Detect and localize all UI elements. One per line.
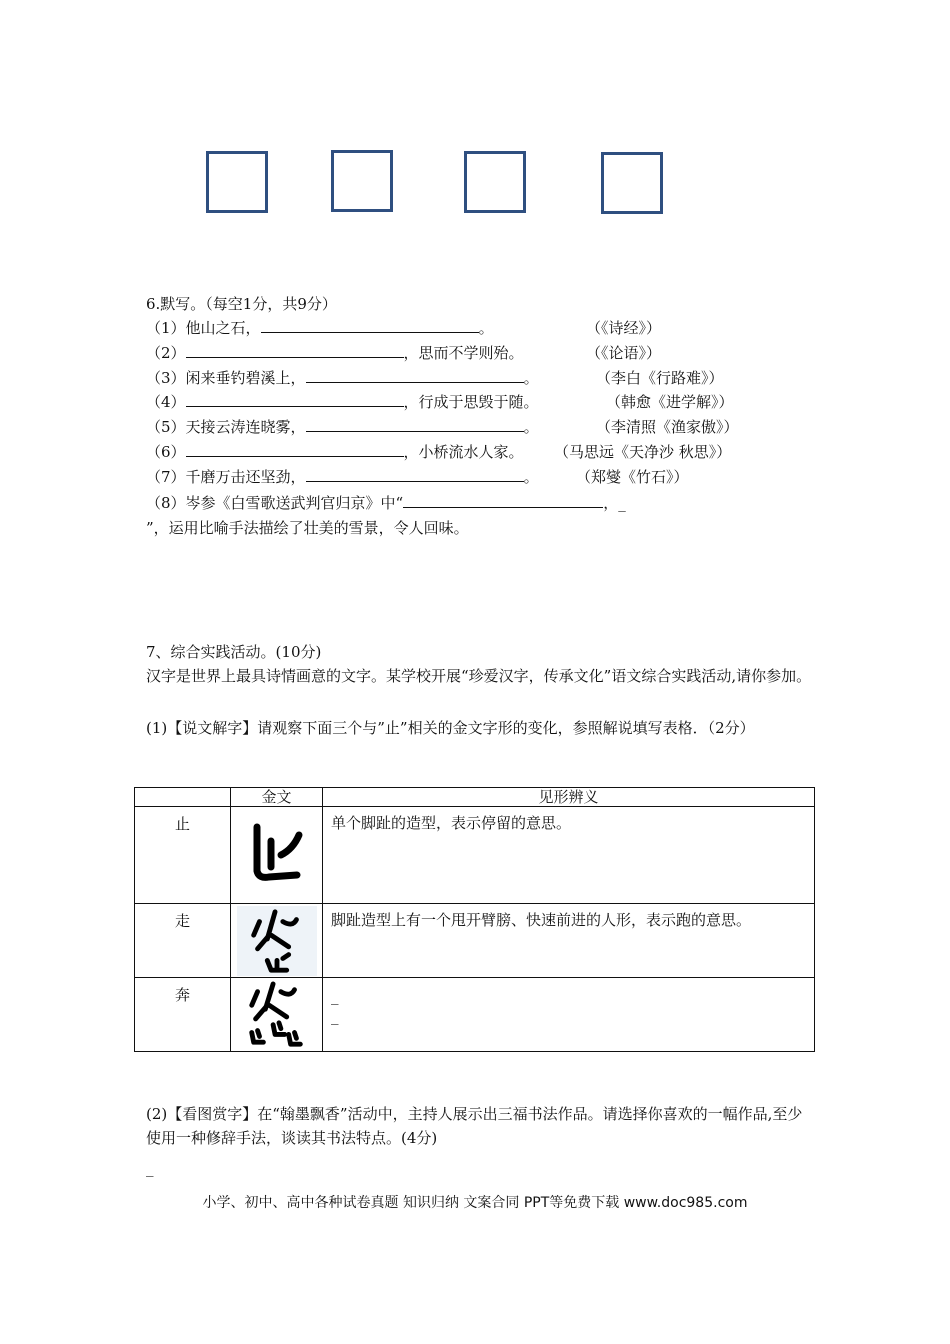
q6-item-7: （7）千磨万击还坚劲， 。 bbox=[146, 468, 539, 486]
fill-blank[interactable] bbox=[186, 392, 404, 407]
table-row bbox=[135, 904, 815, 978]
q6-item-5: （5）天接云涛连晓雾， 。 bbox=[146, 418, 539, 436]
q6-source-5: （李清照《渔家傲》） bbox=[596, 418, 739, 436]
q6-source-7: （郑燮《竹石》） bbox=[576, 468, 689, 486]
jinwen-glyph-zhi bbox=[231, 807, 323, 904]
q7-sub1: (1)【说文解字】请观察下面三个与”止”相关的金文字形的变化，参照解说填写表格．（2分） bbox=[146, 719, 755, 737]
page-footer: 小学、初中、高中各种试卷真题 知识归纳 文案合同 PPT等免费下载 www.doc985.com bbox=[202, 1195, 748, 1211]
table-header-jinwen: 金文 bbox=[231, 788, 323, 807]
q6-item-3: （3）闲来垂钓碧溪上， 。 bbox=[146, 369, 539, 387]
fill-blank[interactable] bbox=[306, 467, 524, 482]
q6-item-6: （6） ，小桥流水人家。 bbox=[146, 443, 524, 461]
q7-intro: 汉字是世界上最具诗情画意的文字。某学校开展“珍爱汉字，传承文化”语文综合实践活动,请你参加。 bbox=[146, 667, 812, 685]
fill-blank[interactable] bbox=[261, 318, 479, 333]
q6-source-1: （《诗经》） bbox=[586, 319, 662, 337]
fill-blank[interactable] bbox=[403, 493, 603, 508]
row-char: 走 bbox=[135, 904, 231, 978]
q6-item-1: （1）他山之石， 。 bbox=[146, 319, 494, 337]
row-desc: 脚趾造型上有一个甩开臂膀、快速前进的人形，表示跑的意思。 bbox=[323, 904, 815, 978]
row-desc-answer[interactable] bbox=[323, 978, 815, 1052]
q6-source-6: （马思远《天净沙 秋思》） bbox=[554, 443, 732, 461]
q6-title: 6.默写。（每空1分，共9分） bbox=[146, 295, 337, 313]
q6-source-4: （韩愈《进学解》） bbox=[606, 393, 734, 411]
jinwen-glyph-zou bbox=[231, 904, 323, 978]
jinwen-glyph-ben bbox=[231, 978, 323, 1052]
answer-line[interactable]: _ bbox=[331, 1007, 339, 1025]
q7-title: 7、综合实践活动。(10分) bbox=[146, 643, 322, 661]
answer-box-2[interactable] bbox=[331, 150, 393, 212]
q6-source-3: （李白《行路难》） bbox=[596, 369, 724, 387]
answer-box-3[interactable] bbox=[464, 151, 526, 213]
q6-source-2: （《论语》） bbox=[586, 344, 662, 362]
answer-line[interactable]: _ bbox=[331, 987, 339, 1005]
table-header-meaning: 见形辨义 bbox=[323, 788, 815, 807]
fill-blank[interactable] bbox=[306, 417, 524, 432]
fill-blank[interactable] bbox=[186, 343, 404, 358]
fill-blank[interactable] bbox=[186, 442, 404, 457]
answer-box-1[interactable] bbox=[206, 151, 268, 213]
row-char: 奔 bbox=[135, 978, 231, 1052]
table-row bbox=[135, 978, 815, 1052]
q6-item-8-cont: ”，运用比喻手法描绘了壮美的雪景，令人回味。 bbox=[146, 519, 469, 537]
jinwen-table bbox=[134, 787, 815, 1052]
q6-item-2: （2） ，思而不学则殆。 bbox=[146, 344, 524, 362]
q7-answer-line[interactable]: _ bbox=[146, 1159, 154, 1177]
q7-sub2: (2)【看图赏字】在“翰墨飘香”活动中，主持人展示出三福书法作品。请选择你喜欢的一幅作品,至少使用一种修辞手法，谈读其书法特点。(4分) bbox=[146, 1105, 803, 1147]
table-row bbox=[135, 807, 815, 904]
q6-item-8: （8）岑参《白雪歌送武判官归京》中“ ，_ bbox=[146, 494, 626, 512]
answer-box-4[interactable] bbox=[601, 152, 663, 214]
q6-item-4: （4） ，行成于思毁于随。 bbox=[146, 393, 539, 411]
row-desc: 单个脚趾的造型，表示停留的意思。 bbox=[323, 807, 815, 904]
row-char: 止 bbox=[135, 807, 231, 904]
table-header-empty bbox=[135, 788, 231, 807]
fill-blank[interactable] bbox=[306, 368, 524, 383]
